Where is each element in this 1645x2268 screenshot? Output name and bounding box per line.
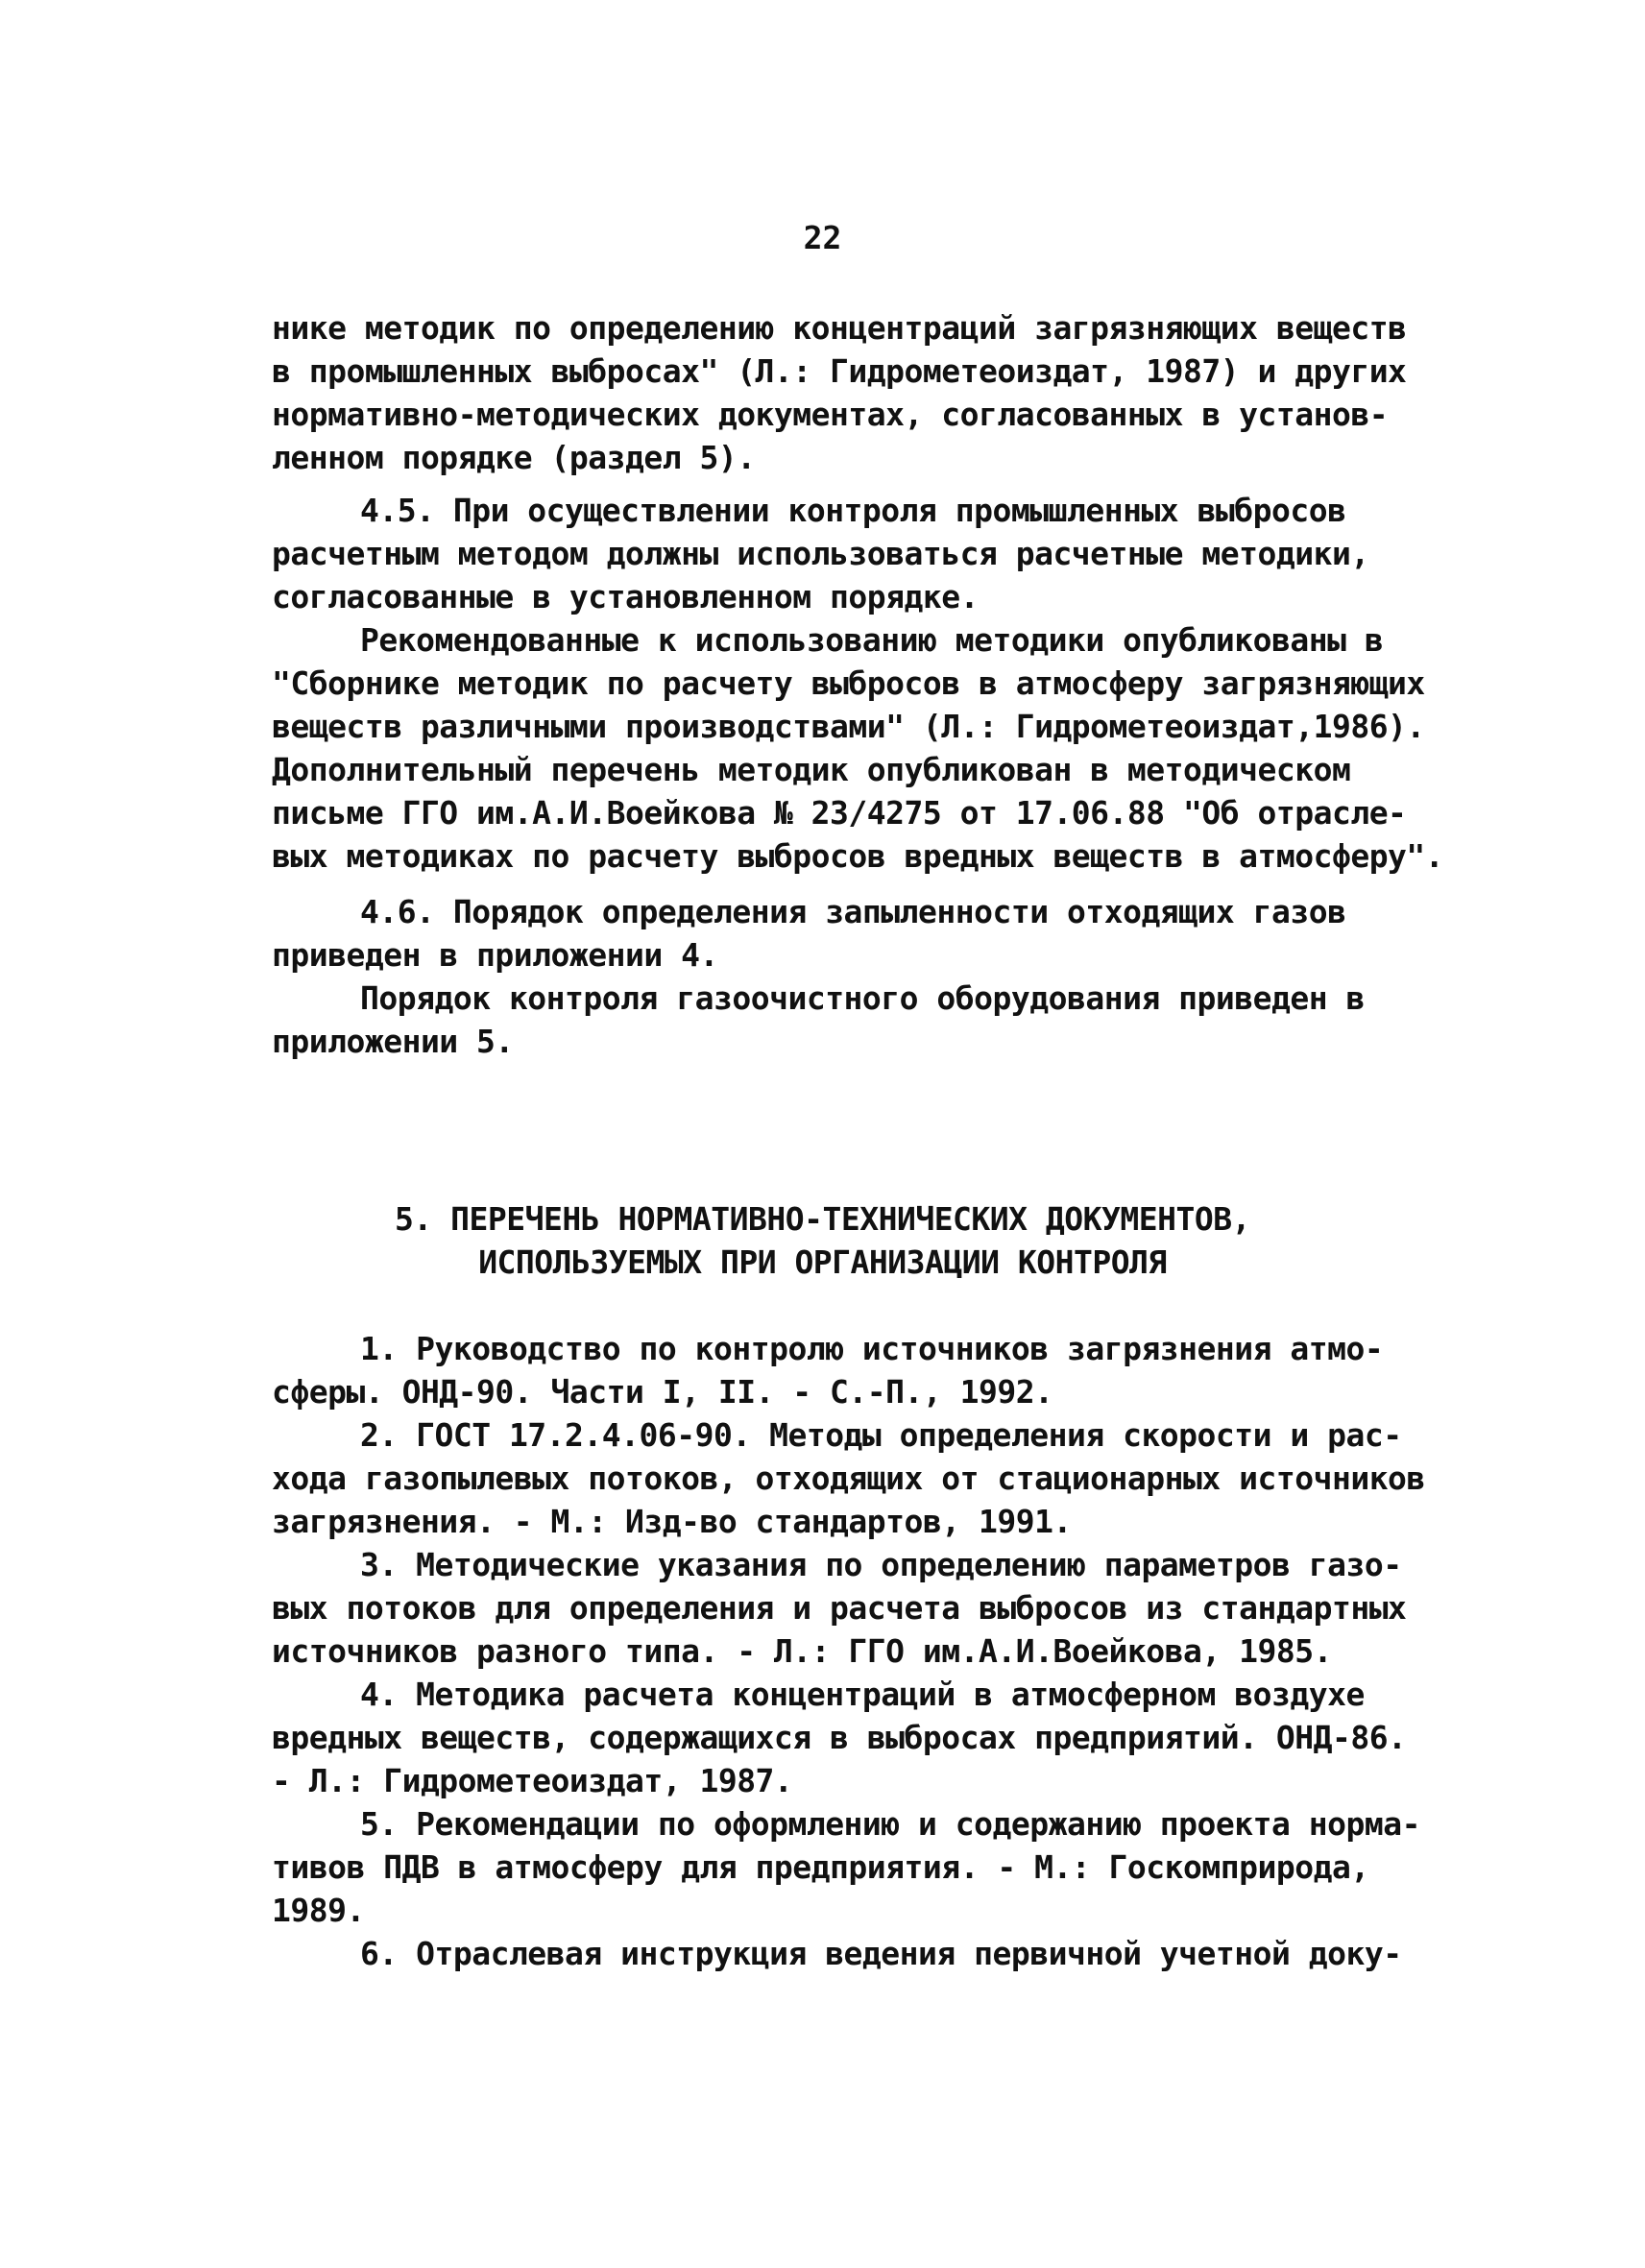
section-5-heading-line-1: 5. ПЕРЕЧЕНЬ НОРМАТИВНО-ТЕХНИЧЕСКИХ ДОКУМЕНТОВ, [395,1200,1250,1238]
text-line: нике методик по определению концентраций загрязняющих веществ [272,309,1407,347]
reference-item-6: 6. Отраслевая инструкция ведения первичной учетной доку- [360,1935,1402,1972]
text-line: - Л.: Гидрометеоиздат, 1987. [272,1762,793,1799]
section-5-heading-line-2: ИСПОЛЬЗУЕМЫХ ПРИ ОРГАНИЗАЦИИ КОНТРОЛЯ [478,1243,1167,1281]
text-line: приложении 5. [272,1023,514,1060]
page-number: 22 [803,219,842,256]
text-line: Рекомендованные к использованию методики опубликованы в [360,621,1384,659]
text-line: Дополнительный перечень методик опубликован в методическом [272,751,1351,788]
reference-item-1: 1. Руководство по контролю источников загрязнения атмо- [360,1330,1384,1367]
text-line: согласованные в установленном порядке. [272,578,979,615]
text-line: вредных веществ, содержащихся в выбросах предприятий. ОНД-86. [272,1719,1407,1756]
reference-item-3: 3. Методические указания по определению параметров газо- [360,1546,1402,1583]
text-line: расчетным методом должны использоваться расчетные методики, [272,535,1369,572]
text-line: загрязнения. - М.: Изд-во стандартов, 1991. [272,1503,1072,1540]
text-line: сферы. ОНД-90. Части I, II. - С.-П., 1992. [272,1373,1053,1411]
text-line: вых потоков для определения и расчета выбросов из стандартных [272,1589,1407,1627]
paragraph-4-5: 4.5. При осуществлении контроля промышленных выбросов [360,492,1346,529]
paragraph-4-6: 4.6. Порядок определения запыленности отходящих газов [360,893,1346,930]
text-line: хода газопылевых потоков, отходящих от стационарных источников [272,1460,1425,1497]
text-line: "Сборнике методик по расчету выбросов в атмосферу загрязняющих [272,664,1425,702]
text-line: нормативно-методических документах, согласованных в установ- [272,396,1389,433]
reference-item-5: 5. Рекомендации по оформлению и содержанию проекта норма- [360,1805,1420,1843]
text-line: источников разного типа. - Л.: ГГО им.А.И.Воейкова, 1985. [272,1632,1332,1670]
text-line: вых методиках по расчету выбросов вредных веществ в атмосферу". [272,837,1444,875]
text-line: тивов ПДВ в атмосферу для предприятия. - М.: Госкомприрода, [272,1848,1369,1886]
text-line: Порядок контроля газоочистного оборудования приведен в [360,979,1365,1017]
text-line: письме ГГО им.А.И.Воейкова № 23/4275 от 17.06.88 "Об отрасле- [272,794,1407,832]
text-line: ленном порядке (раздел 5). [272,439,756,476]
text-line: приведен в приложении 4. [272,936,718,974]
text-line: в промышленных выбросах" (Л.: Гидрометеоиздат, 1987) и других [272,352,1407,390]
text-line: 1989. [272,1892,365,1929]
reference-item-2: 2. ГОСТ 17.2.4.06-90. Методы определения скорости и рас- [360,1416,1402,1454]
reference-item-4: 4. Методика расчета концентраций в атмосферном воздухе [360,1676,1365,1713]
text-line: веществ различными производствами" (Л.: Гидрометеоиздат,1986). [272,708,1425,745]
